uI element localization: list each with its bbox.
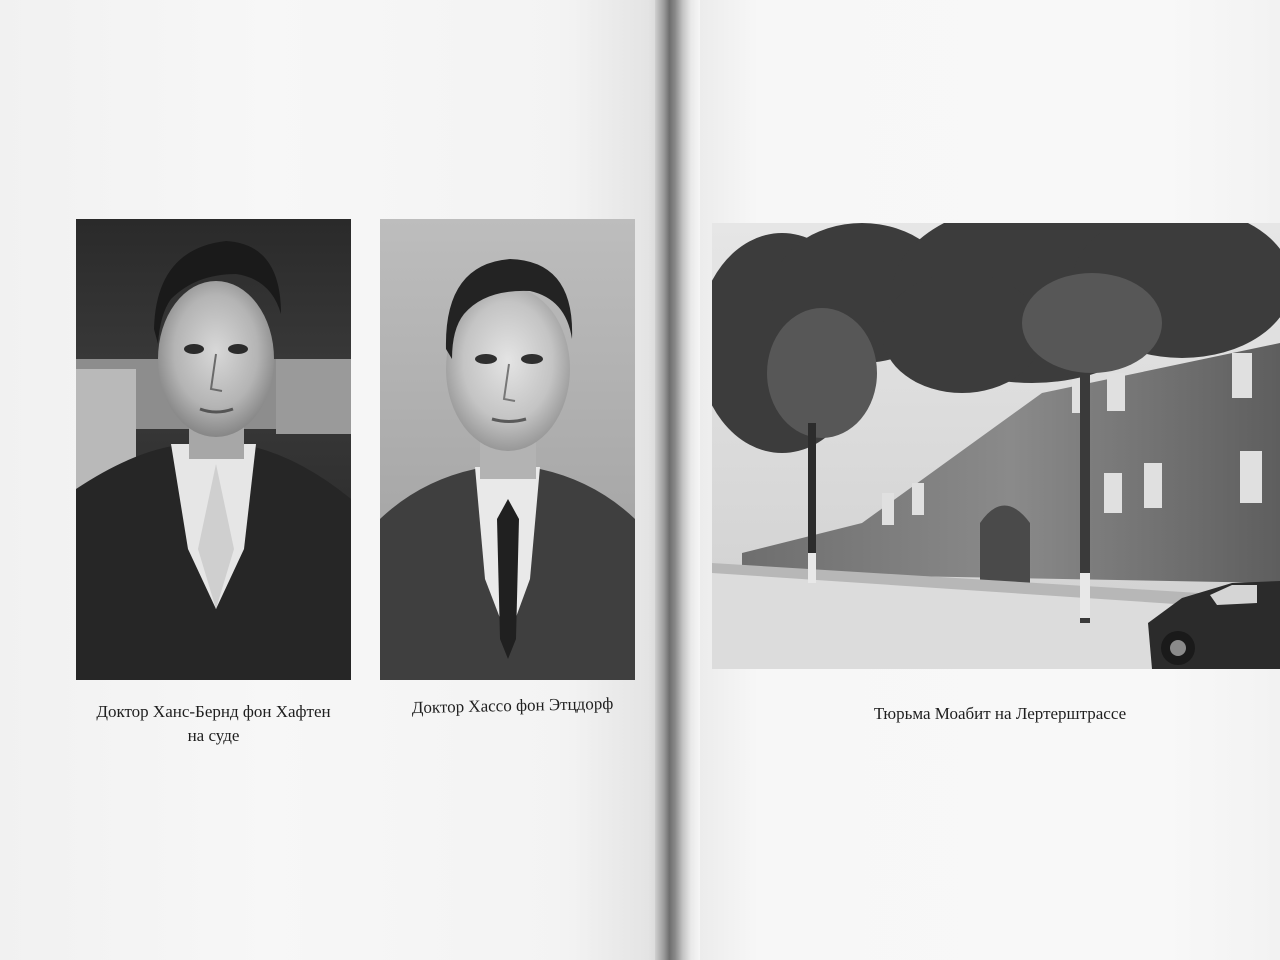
caption-haeften-line2: на суде — [187, 726, 240, 745]
caption-moabit-line: Тюрьма Моабит на Лертерштрассе — [873, 704, 1127, 723]
caption-etzdorf — [375, 691, 650, 721]
street-photo-moabit-prison — [712, 223, 1280, 669]
caption-moabit — [800, 702, 1200, 726]
caption-etzdorf-line: Доктор Хассо фон Этцдорф — [411, 693, 614, 718]
book-gutter — [655, 0, 700, 960]
right-page — [700, 0, 1280, 960]
portrait-photo-haeften — [76, 219, 351, 680]
caption-haeften — [66, 700, 361, 748]
caption-haeften-line1: Доктор Ханс-Бернд фон Хафтен — [96, 702, 331, 721]
portrait-photo-etzdorf — [380, 219, 635, 680]
